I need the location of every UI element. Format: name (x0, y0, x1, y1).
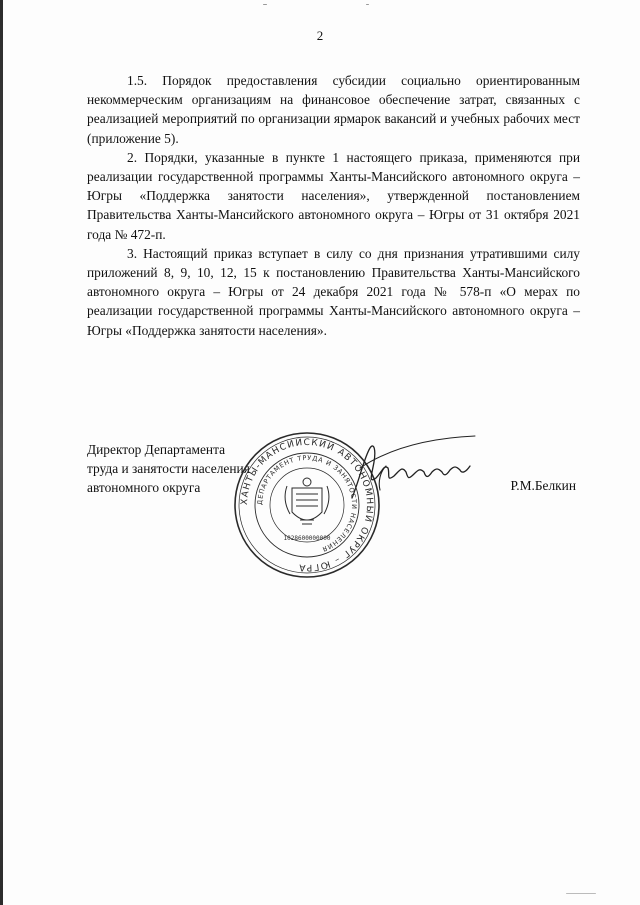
scan-speck (366, 4, 369, 5)
paragraph-1-5: 1.5. Порядок предоставления субсидии социально ориентированным некоммерческим организациям на финансовое обеспечение затрат, связанных с реализацией мероприятий по организации ярмарок вакансий и учебных рабочих мест (приложение 5). (87, 73, 580, 146)
paragraph-2: 2. Порядки, указанные в пункте 1 настоящего приказа, применяются при реализации государственной программы Ханты-Мансийского автономного округа – Югры «Поддержка занятости населения», утвержденной постановлением Правительства Ханты-Мансийского автономного округа – Югры от 31 октября 2021 года № 472-п. (87, 149, 580, 242)
document-body (87, 71, 580, 340)
scan-edge (0, 0, 3, 905)
signer-name: Р.М.Белкин (510, 478, 576, 493)
handwritten-signature (350, 428, 480, 508)
scan-speck (263, 4, 267, 5)
stamp-outer-text: ХАНТЫ-МАНСИЙСКИЙ АВТОНОМНЫЙ ОКРУГ – ЮГРА (239, 437, 375, 573)
coat-of-arms-icon (285, 478, 329, 524)
paragraph-3: 3. Настоящий приказ вступает в силу со дня признания утратившими силу приложений 8, 9, 10, 12, 15 к постановлению Правительства Ханты-Мансийского автономного округа – Югры от 24 декабря 2021 года № 578-п «О мерах по реализации государственной программы Ханты-Мансийского автономного округа – Югры «Поддержка занятости населения». (87, 245, 580, 338)
stamp-number: 1028600000000 (283, 535, 331, 542)
page-number: 2 (316, 28, 324, 43)
signer-position-line-1: Директор Департамента (87, 442, 226, 457)
scan-speck (566, 893, 596, 894)
signer-position-line-3: автономного округа (87, 480, 201, 495)
signer-position-line-2: труда и занятости населения (87, 461, 250, 476)
stamp-inner-text: ДЕПАРТАМЕНТ ТРУДА И ЗАНЯТОСТИ НАСЕЛЕНИЯ (255, 453, 359, 554)
